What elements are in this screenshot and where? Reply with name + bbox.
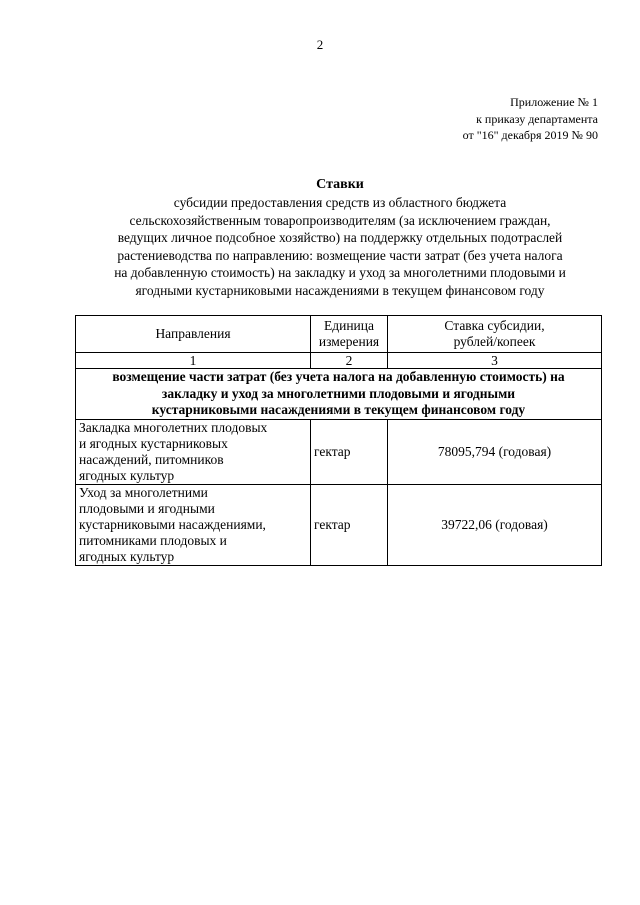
section-row — [76, 369, 602, 420]
column-number: 3 — [388, 353, 602, 369]
column-number: 2 — [311, 353, 388, 369]
header-unit-line: Единица — [323, 318, 374, 333]
subtitle-line: ягодными кустарниковыми насаждениями в текущем финансовом году — [135, 282, 545, 298]
unit-cell: гектар — [311, 419, 388, 484]
rate-cell: 39722,06 (годовая) — [388, 484, 602, 565]
header-rate — [388, 316, 602, 353]
header-unit — [311, 316, 388, 353]
unit-cell: гектар — [311, 484, 388, 565]
page-number: 2 — [316, 37, 324, 52]
title-block — [70, 176, 610, 299]
subtitle-line: субсидии предоставления средств из областного бюджета — [173, 195, 507, 210]
header-unit-line: измерения — [318, 334, 380, 349]
direction-line: и ягодных кустарниковых — [79, 435, 228, 451]
direction-line: насаждений, питомников — [79, 451, 224, 467]
subtitle-line: ведущих личное подсобное хозяйство) на поддержку отдельных подотраслей — [117, 230, 563, 245]
section-line: закладку и уход за многолетними плодовыми и ягодными — [161, 385, 516, 401]
appendix-line: от "16" декабря 2019 № 90 — [462, 128, 598, 142]
header-rate-line: Ставка субсидии, — [444, 318, 545, 333]
appendix-block — [463, 94, 598, 144]
direction-line: ягодных культур — [79, 467, 175, 483]
header-direction: Направления — [76, 316, 311, 353]
section-line: кустарниковыми насаждениями в текущем финансовом году — [151, 402, 526, 417]
subtitle-line: растениеводства по направлению: возмещение части затрат (без учета налога — [117, 247, 563, 263]
subtitle-line: на добавленную стоимость) на закладку и уход за многолетними плодовыми и — [114, 265, 566, 280]
direction-line: плодовыми и ягодными — [79, 500, 215, 516]
header-rate-line: рублей/копеек — [453, 334, 536, 349]
section-heading — [76, 369, 602, 420]
rates-table — [75, 315, 602, 566]
direction-cell — [76, 419, 311, 484]
appendix-line: Приложение № 1 — [510, 95, 598, 109]
document-title: Ставки — [316, 177, 364, 192]
section-line: возмещение части затрат (без учета налога на добавленную стоимость) на — [112, 369, 565, 384]
table-header-row — [76, 316, 602, 353]
direction-line: Закладка многолетних плодовых — [79, 419, 268, 435]
direction-line: питомниками плодовых и — [79, 532, 227, 548]
subtitle-line: сельскохозяйственным товаропроизводителям (за исключением граждан, — [129, 212, 551, 228]
direction-line: кустарниковыми насаждениями, — [79, 516, 266, 532]
rate-cell: 78095,794 (годовая) — [388, 419, 602, 484]
table-row — [76, 484, 602, 565]
direction-cell — [76, 484, 311, 565]
appendix-line: к приказу департамента — [476, 111, 598, 126]
table-row — [76, 419, 602, 484]
column-number-row — [76, 353, 602, 369]
direction-line: Уход за многолетними — [79, 484, 208, 500]
direction-line: ягодных культур — [79, 548, 175, 564]
column-number: 1 — [76, 353, 311, 369]
